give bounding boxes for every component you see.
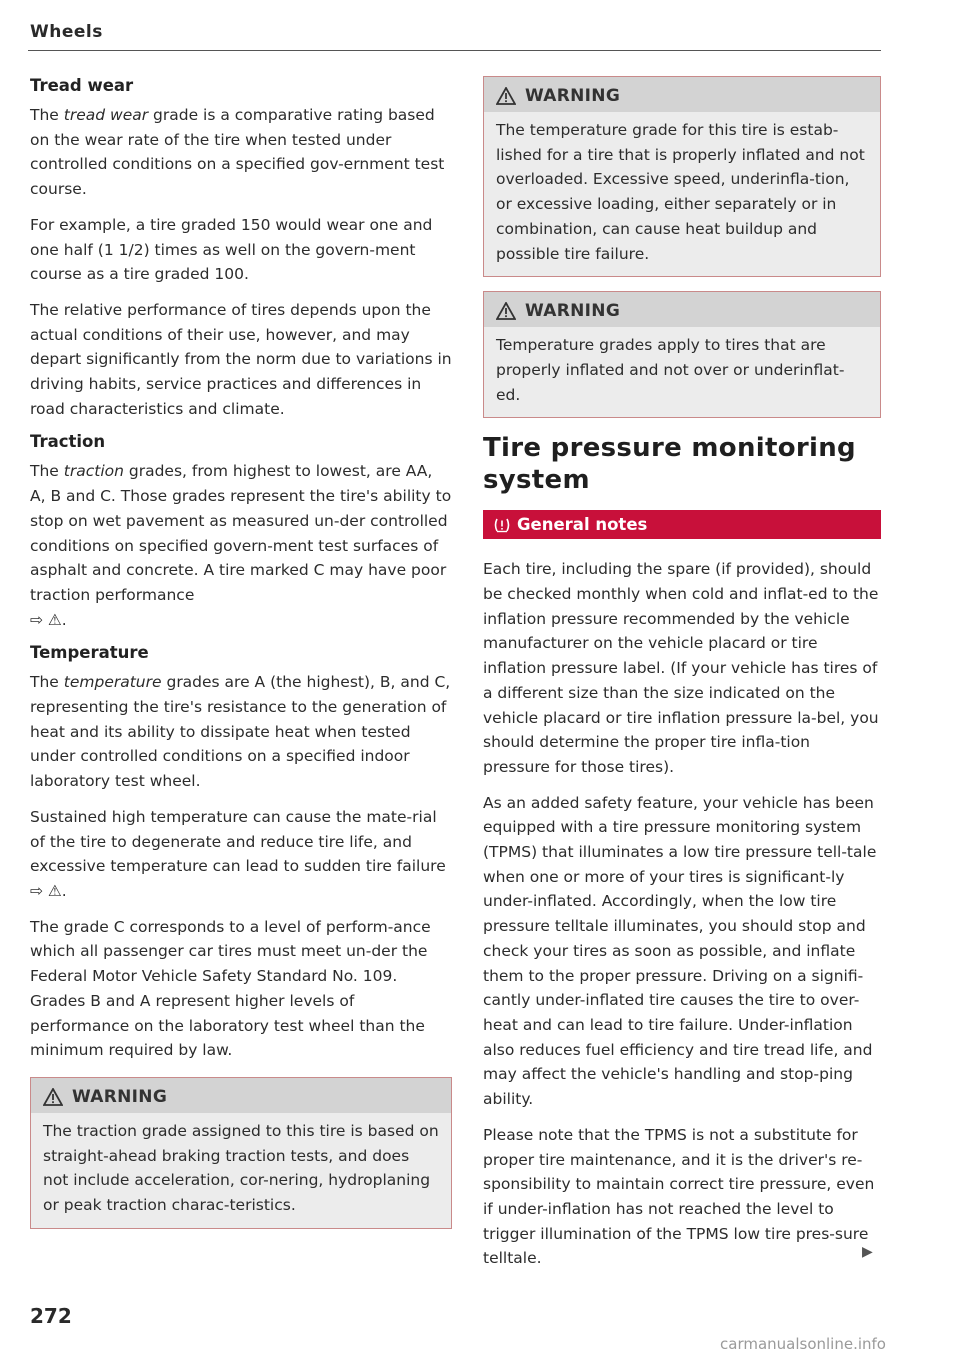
warning-text: The temperature grade for this tire is estab-lished for a tire that is properly inflated and not overloaded. Excessive speed, underinfla-tion, or excessive loading, either separately or in combination, can cause heat buildup and possible tire failure. xyxy=(496,121,865,263)
section-title: Tire pressure monitoring system xyxy=(483,433,856,496)
warning-triangle-icon xyxy=(43,1088,63,1106)
warning-reference-link[interactable]: ⇨ ⚠. xyxy=(30,610,67,629)
subsection-title: General notes xyxy=(517,515,648,535)
temperature-paragraph-1: The temperature grades are A (the highest), B, and C, representing the tire's resistance to the generation of heat and its ability to dissipate heat when tested under controlled conditions on a specified indoor laboratory test wheel. xyxy=(30,673,451,791)
warning-label: WARNING xyxy=(525,301,621,322)
warning-label: WARNING xyxy=(72,1086,168,1107)
warning-text: Temperature grades apply to tires that are properly inflated and not over or underinflat-ed. xyxy=(496,336,845,404)
tpms-paragraph-2: As an added safety feature, your vehicle has been equipped with a tire pressure monitoring system (TPMS) that illuminates a low tire pressure tell-tale when one or more of your tires is significant-ly under-inflated. Accordingly, when the low tire pressure telltale illuminates, you should stop and check your tires as soon as possible, and inflate them to the proper pressure. Driving on a signifi-cantly under-inflated tire causes the tire to over-heat and can lead to tire failure. Under-inflation also reduces fuel efficiency and tire tread life, and may affect the vehicle's handling and stop-ping ability. xyxy=(483,793,877,1109)
left-column xyxy=(30,70,452,1243)
tread-wear-heading: Tread wear xyxy=(30,76,134,95)
warning-body xyxy=(484,327,880,417)
right-column xyxy=(483,76,881,1282)
warning-body xyxy=(31,1113,451,1228)
warning-text: The traction grade assigned to this tire is based on straight-ahead braking traction tests, and does not include acceleration, cor-nering, hydroplaning or peak traction charac-teristics. xyxy=(43,1121,439,1215)
tread-wear-paragraph-2: For example, a tire graded 150 would wear one and one half (1 1/2) times as well on the govern-ment course as a tire graded 100. xyxy=(30,215,433,284)
warning-header xyxy=(484,292,880,327)
warning-header xyxy=(484,77,880,112)
warning-body xyxy=(484,112,880,276)
warning-box-temperature xyxy=(483,76,881,277)
warning-box-temperature-grades xyxy=(483,291,881,418)
watermark: carmanualsonline.info xyxy=(720,1335,886,1353)
traction-paragraph-1: The traction grades, from highest to lowest, are AA, A, B and C. Those grades represent the tire's ability to stop on wet pavement as measured un-der controlled conditions on specified govern-ment test surfaces of asphalt and concrete. A tire marked C may have poor traction performance ⇨ ⚠. xyxy=(30,462,452,629)
tpms-telltale-icon xyxy=(493,517,511,533)
tread-wear-paragraph-1: The tread wear grade is a comparative rating based on the wear rate of the tire when tested under controlled conditions on a specified gov-ernment test course. xyxy=(30,106,445,199)
tpms-paragraph-3: Please note that the TPMS is not a substitute for proper tire maintenance, and it is the driver's re-sponsibility to maintain correct tire pressure, even if under-inflation has not reached the level to trigger illumination of the TPMS low tire pres-sure telltale. xyxy=(483,1125,875,1268)
warning-box-traction xyxy=(30,1077,452,1229)
traction-heading: Traction xyxy=(30,432,106,452)
tpms-paragraph-1: Each tire, including the spare (if provided), should be checked monthly when cold and inflat-ed to the inflation pressure recommended by the vehicle manufacturer on the vehicle placard or tire inflation pressure label. (If your vehicle has tires of a different size than the size indicated on the vehicle placard or tire inflation pressure la-bel, you should determine the proper tire infla-tion pressure for those tires). xyxy=(483,560,879,776)
temperature-heading: Temperature xyxy=(30,643,149,663)
warning-header xyxy=(31,1078,451,1113)
subsection-bar xyxy=(483,510,881,539)
warning-label: WARNING xyxy=(525,86,621,106)
temperature-paragraph-2: Sustained high temperature can cause the mate-rial of the tire to degenerate and reduce tire life, and excessive temperature can lead to sudden tire failure ⇨ ⚠. xyxy=(30,807,446,900)
running-header: Wheels xyxy=(30,22,103,42)
warning-triangle-icon xyxy=(496,302,516,320)
warning-triangle-icon xyxy=(496,87,516,105)
page-number: 272 xyxy=(30,1304,72,1328)
temperature-paragraph-3: The grade C corresponds to a level of perform-ance which all passenger car tires must meet un-der the Federal Motor Vehicle Safety Standard No. 109. Grades B and A represent higher levels of performance on the laboratory test wheel than the minimum required by law. xyxy=(30,917,431,1060)
header-rule xyxy=(28,50,881,51)
tread-wear-paragraph-3: The relative performance of tires depends upon the actual conditions of their use, however, and may depart significantly from the norm due to variations in driving habits, service practices and differences in road characteristics and climate. xyxy=(30,300,452,418)
continue-arrow-icon: ▶ xyxy=(862,1244,873,1260)
